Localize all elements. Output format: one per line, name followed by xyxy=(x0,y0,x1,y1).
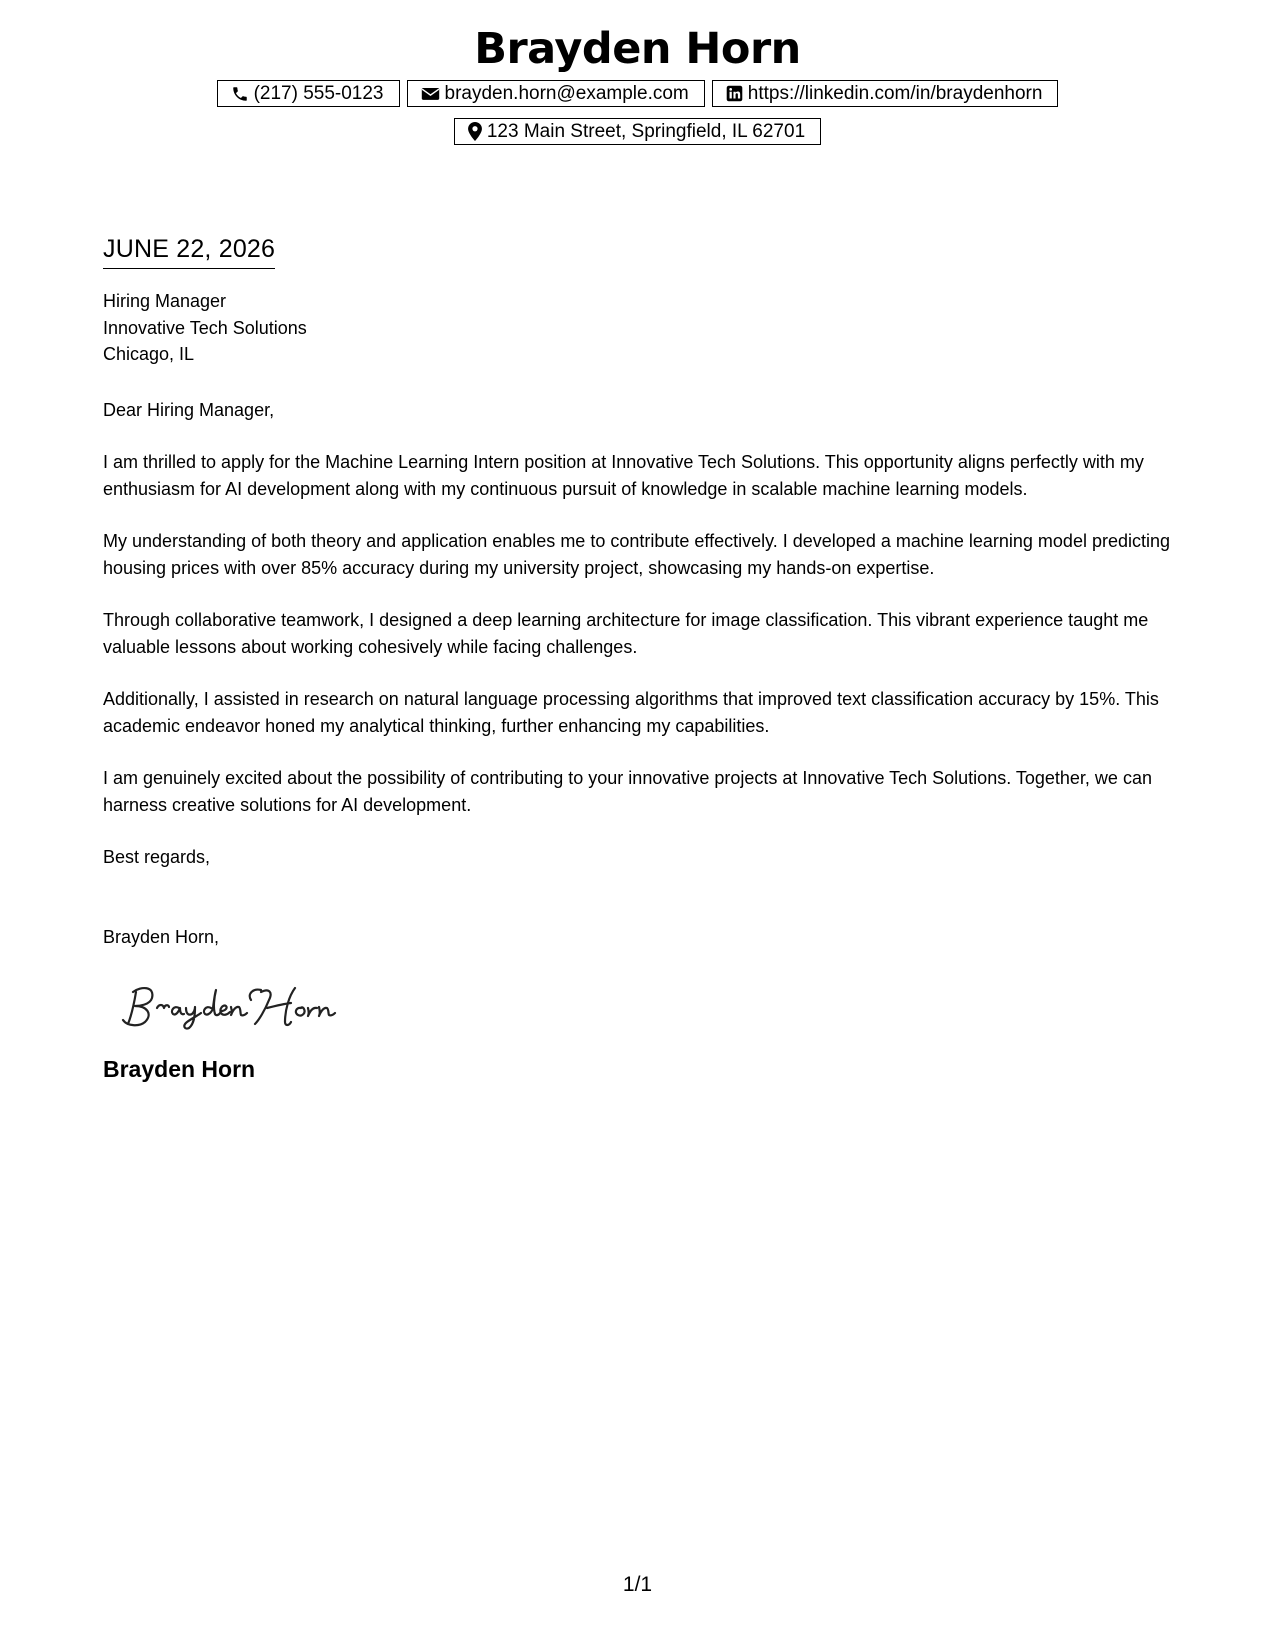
email-address: brayden.horn@example.com xyxy=(444,83,689,104)
street-address: 123 Main Street, Springfield, IL 62701 xyxy=(486,121,806,142)
salutation: Dear Hiring Manager, xyxy=(103,399,275,420)
phone-chip xyxy=(217,80,400,107)
linkedin-icon xyxy=(726,85,743,102)
recipient-company: Innovative Tech Solutions xyxy=(103,317,307,338)
address-chip xyxy=(454,118,821,145)
signoff-name: Brayden Horn, xyxy=(103,926,220,947)
recipient-location: Chicago, IL xyxy=(103,344,195,364)
body-paragraph: Additionally, I assisted in research on natural language processing algorithms that improved text classification accuracy by 15%. This academic endeavor honed my analytical thinking, further enhancing my capabilities. xyxy=(103,689,1159,736)
linkedin-chip xyxy=(712,80,1059,107)
body-paragraph: Through collaborative teamwork, I designed a deep learning architecture for image classification. This vibrant experience taught me valuable lessons about working cohesively while facing challenges. xyxy=(103,610,1149,657)
envelope-icon xyxy=(421,86,440,101)
page-number: 1/1 xyxy=(622,1573,653,1596)
closing: Best regards, xyxy=(103,847,211,867)
contact-row xyxy=(0,80,1275,107)
letter-date: JUNE 22, 2026 xyxy=(103,232,275,269)
email-chip xyxy=(407,80,705,107)
body-paragraph: My understanding of both theory and application enables me to contribute effectively. I developed a machine learning model predicting housing prices with over 85% accuracy during my university project, showcasing my hands-on expertise. xyxy=(103,531,1171,578)
signed-name: Brayden Horn xyxy=(103,1056,256,1082)
address-row xyxy=(0,118,1275,145)
handwritten-signature xyxy=(119,978,1183,1034)
linkedin-url: https://linkedin.com/in/braydenhorn xyxy=(747,83,1043,104)
phone-icon xyxy=(231,85,249,103)
recipient-title: Hiring Manager xyxy=(103,291,227,311)
letter-body xyxy=(103,232,1183,1084)
applicant-name: Brayden Horn xyxy=(474,24,801,74)
body-paragraph: I am genuinely excited about the possibility of contributing to your innovative projects at Innovative Tech Solutions. Together, we can harness creative solutions for AI development. xyxy=(103,768,1152,815)
signature-image xyxy=(119,978,359,1034)
map-marker-icon xyxy=(468,122,482,141)
body-paragraph: I am thrilled to apply for the Machine Learning Intern position at Innovative Tech Solutions. This opportunity aligns perfectly with my enthusiasm for AI development along with my continuous pursuit of knowledge in scalable machine learning models. xyxy=(103,452,1144,499)
phone-number: (217) 555-0123 xyxy=(253,83,384,104)
recipient-block xyxy=(103,288,1183,368)
